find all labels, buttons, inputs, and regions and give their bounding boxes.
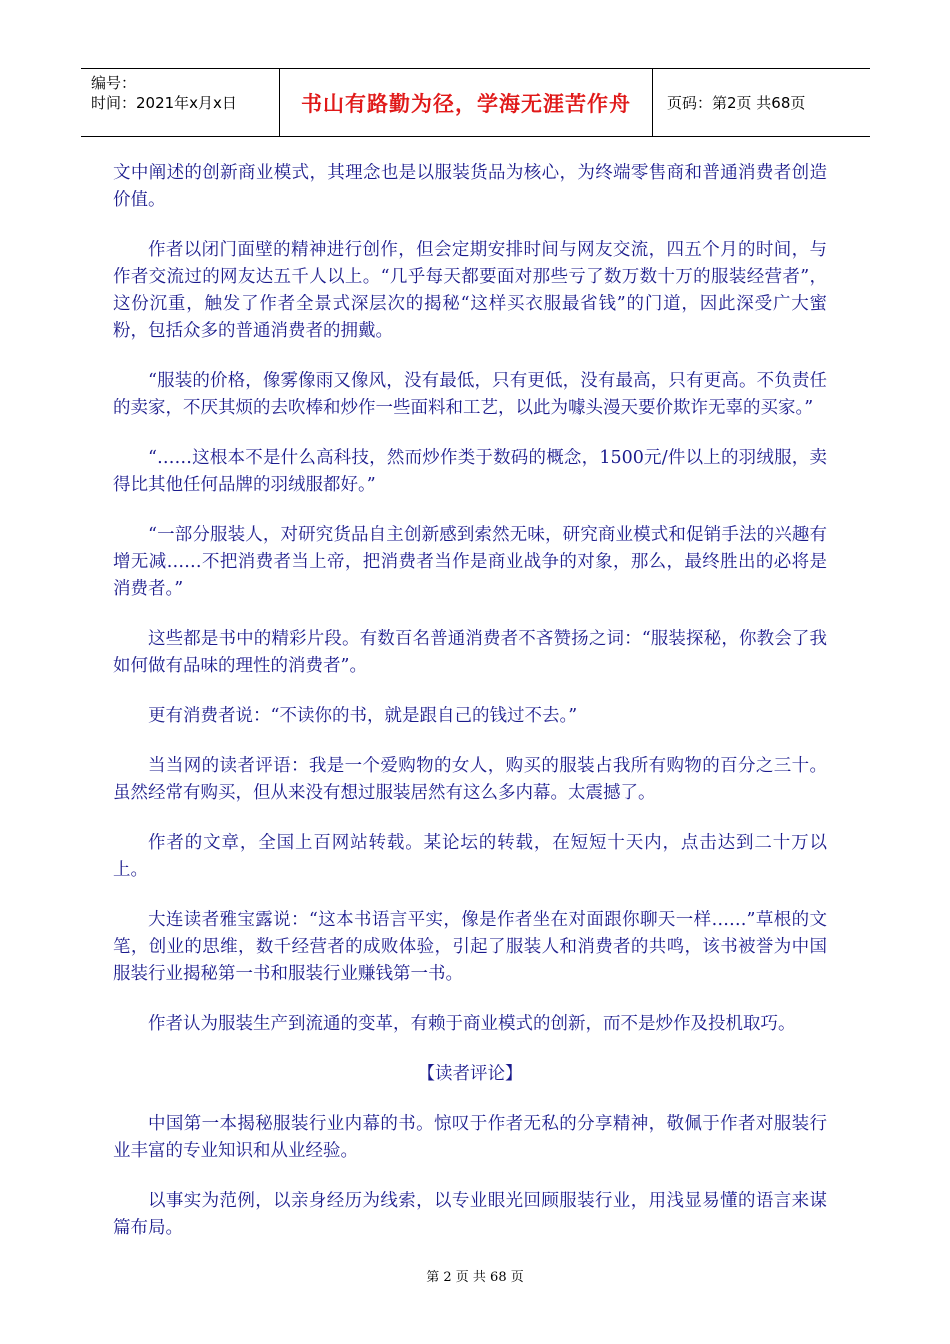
review-paragraph: 中国第一本揭秘服装行业内幕的书。惊叹于作者无私的分享精神，敬佩于作者对服装行业丰富的专业知识和从业经验。	[113, 1114, 827, 1161]
paragraph: “服装的价格，像雾像雨又像风，没有最低，只有更低，没有最高，只有更高。不负责任的卖家，不厌其烦的去吹棒和炒作一些面料和工艺，以此为噱头漫天要价欺诈无辜的买家。”	[113, 371, 827, 418]
section-title: 【读者评论】	[417, 1064, 523, 1084]
paragraph: 作者以闭门面壁的精神进行创作，但会定期安排时间与网友交流，四五个月的时间，与作者交流过的网友达五千人以上。“几乎每天都要面对那些亏了数万数十万的服装经营者”，这份沉重，触发了作者全景式深层次的揭秘“这样买衣服最省钱”的门道，因此深受广大蜜粉，包括众多的普通消费者的拥戴。	[113, 240, 827, 341]
paragraph: “一部分服装人，对研究货品自主创新感到索然无味，研究商业模式和促销手法的兴趣有增无减……不把消费者当上帝，把消费者当作是商业战争的对象，那么，最终胜出的必将是消费者。”	[113, 525, 827, 599]
page-header	[81, 68, 870, 137]
page-footer: 第 2 页 共 68 页	[426, 1270, 524, 1285]
header-slogan: 书山有路勤为径，学海无涯苦作舟	[280, 69, 653, 136]
paragraph: 更有消费者说：“不读你的书，就是跟自己的钱过不去。”	[148, 706, 578, 726]
date-label: 时间：2021年x月x日	[91, 94, 237, 112]
paragraph: “……这根本不是什么高科技，然而炒作类于数码的概念，1500元/件以上的羽绒服，卖得比其他任何品牌的羽绒服都好。”	[113, 448, 827, 495]
paragraph: 大连读者雅宝露说：“这本书语言平实，像是作者坐在对面跟你聊天一样……”草根的文笔，创业的思维，数千经营者的成败体验，引起了服装人和消费者的共鸣，该书被誉为中国服装行业揭秘第一书和服装行业赚钱第一书。	[113, 910, 827, 984]
document-body	[113, 160, 827, 1265]
number-label: 编号：	[91, 74, 137, 92]
paragraph: 这些都是书中的精彩片段。有数百名普通消费者不吝赞扬之词：“服装探秘，你教会了我如何做有品味的理性的消费者”。	[113, 629, 827, 676]
header-page-number: 页码：第2页 共68页	[667, 94, 806, 112]
paragraph: 当当网的读者评语：我是一个爱购物的女人，购买的服装占我所有购物的百分之三十。虽然经常有购买，但从来没有想过服装居然有这么多内幕。太震撼了。	[113, 756, 827, 803]
paragraph: 作者认为服装生产到流通的变革，有赖于商业模式的创新，而不是炒作及投机取巧。	[148, 1014, 796, 1034]
paragraph: 文中阐述的创新商业模式，其理念也是以服装货品为核心，为终端零售商和普通消费者创造价值。	[113, 163, 827, 210]
header-meta	[81, 69, 280, 136]
paragraph: 作者的文章，全国上百网站转载。某论坛的转载，在短短十天内，点击达到二十万以上。	[113, 833, 827, 880]
review-paragraph: 以事实为范例，以亲身经历为线索，以专业眼光回顾服装行业，用浅显易懂的语言来谋篇布局。	[113, 1191, 827, 1238]
